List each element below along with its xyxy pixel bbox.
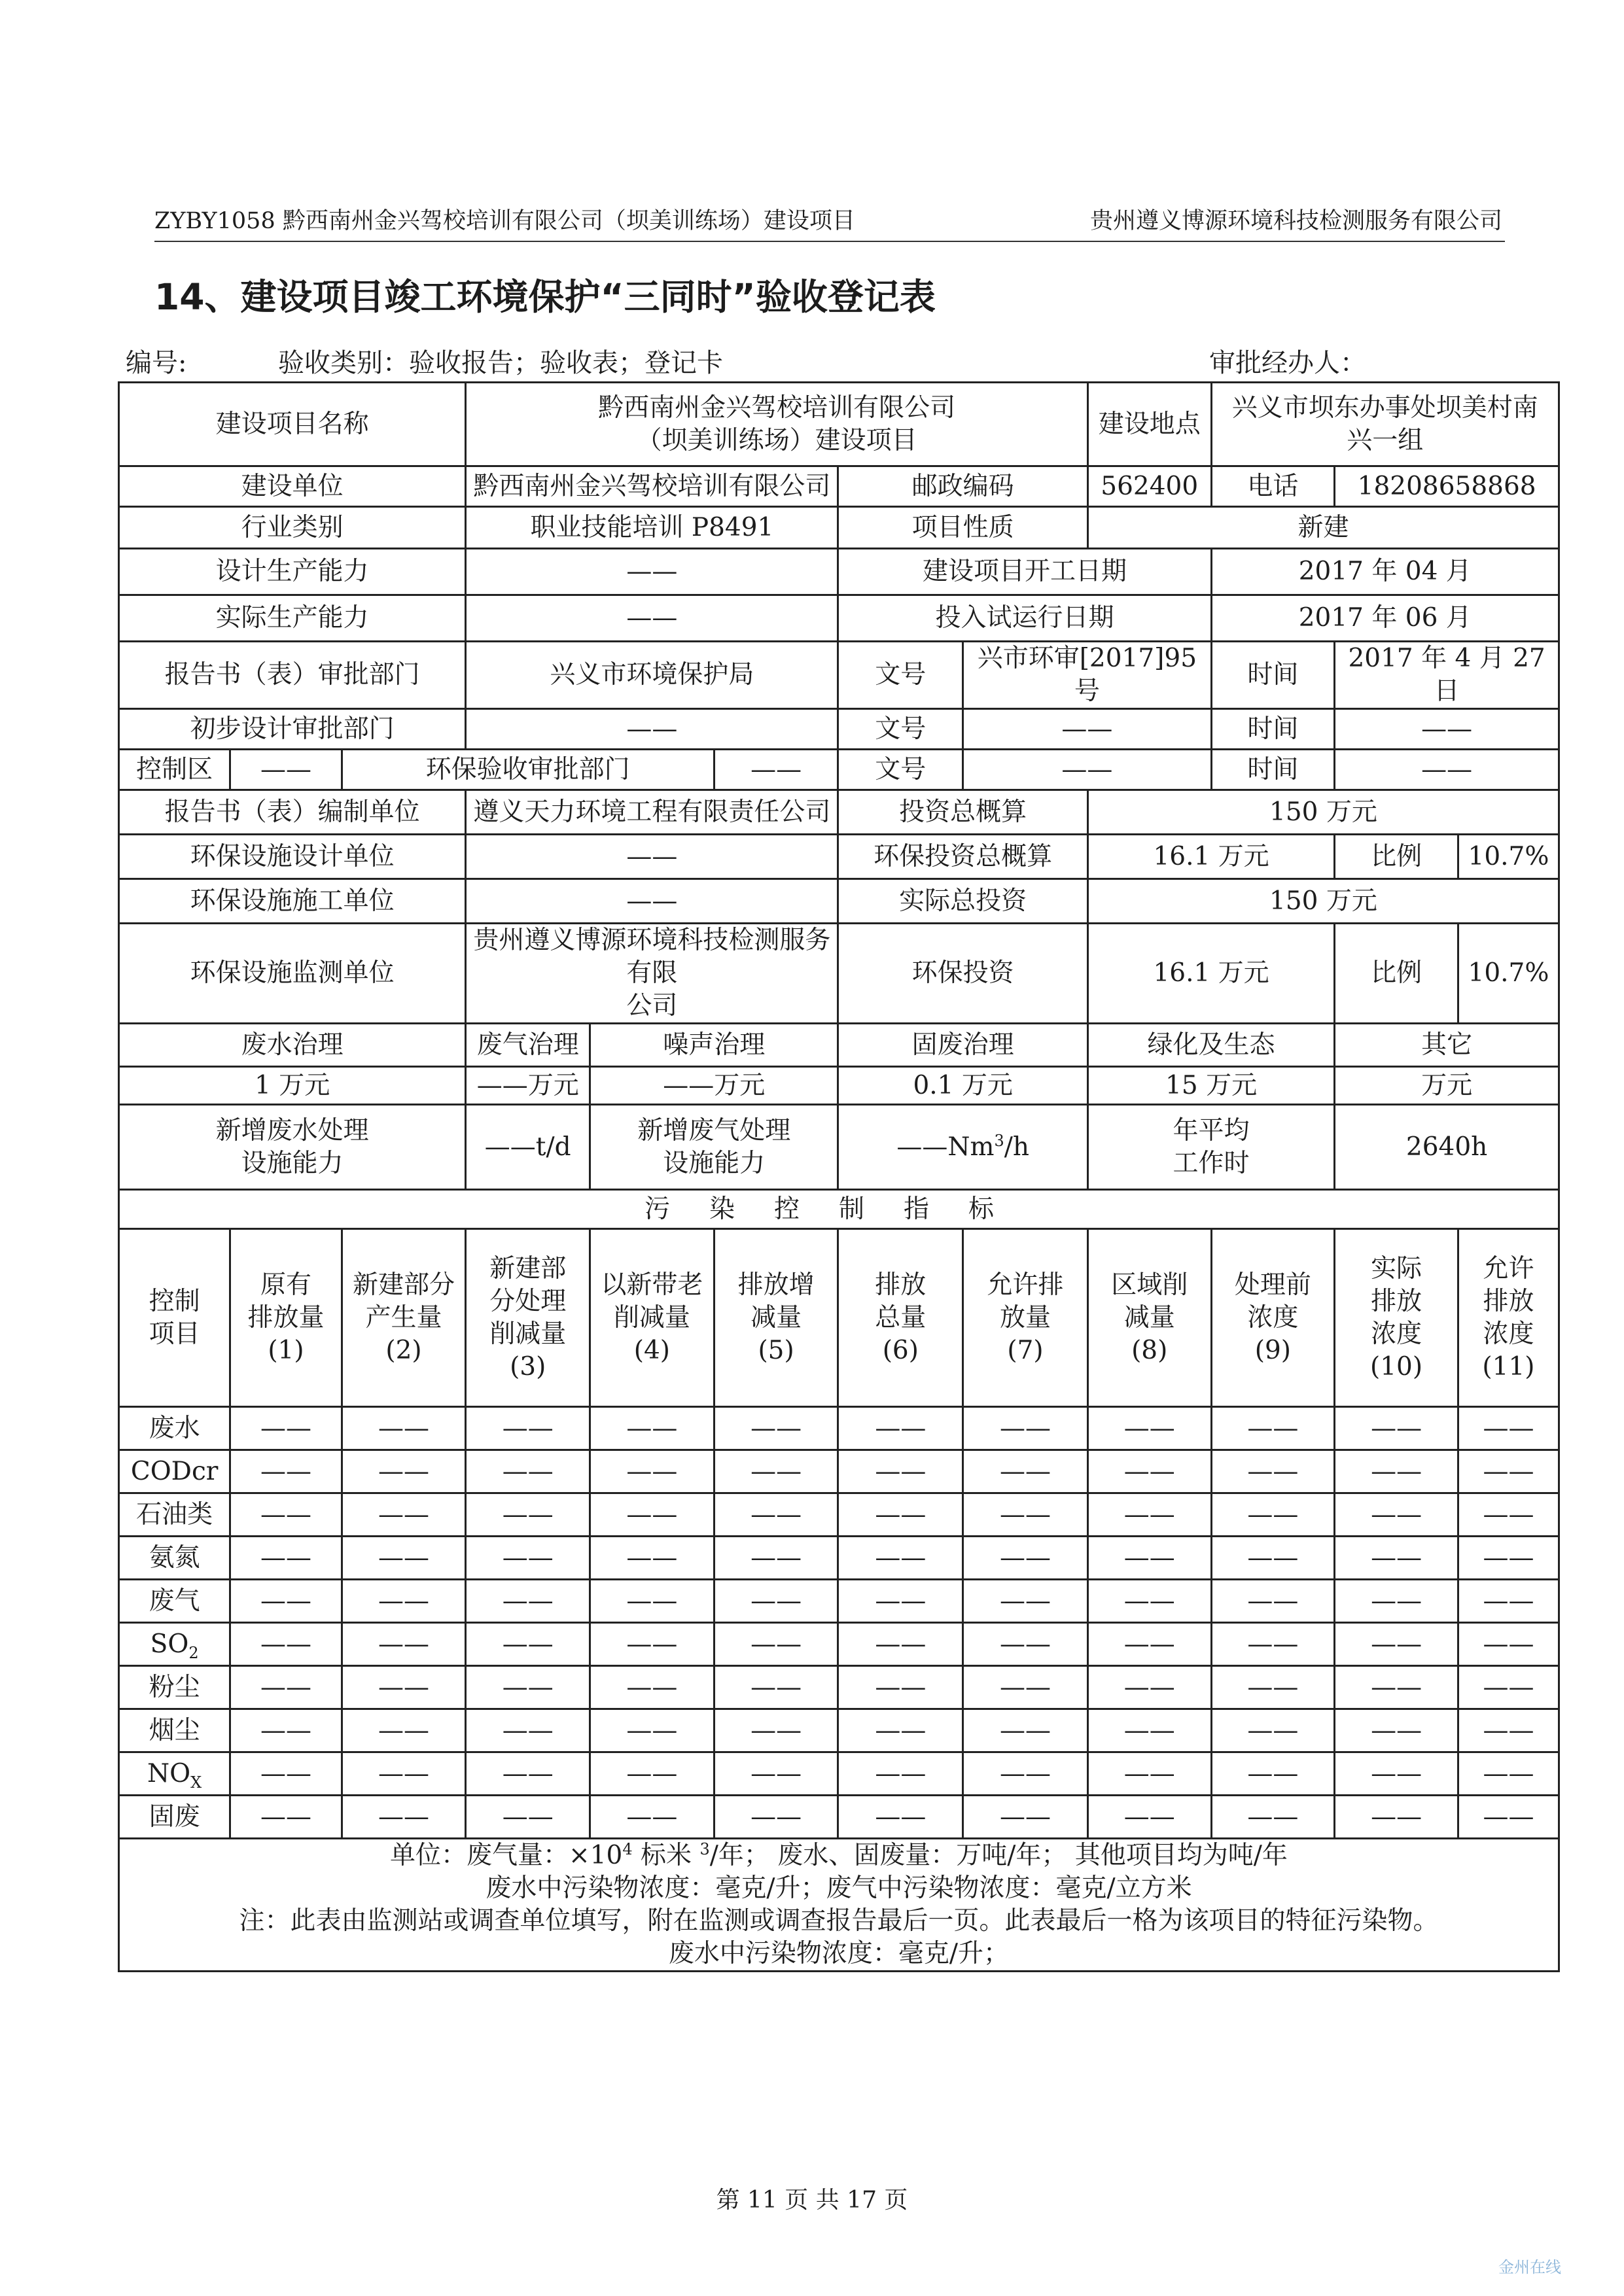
- pollution-col-header: 新建部 分处理 削减量 (3): [466, 1229, 590, 1407]
- investment-header: 其它: [1335, 1024, 1559, 1067]
- prelim-dept-value: ——: [466, 709, 838, 750]
- ratio-label: 比例: [1335, 835, 1458, 879]
- pollution-col-header: 以新带老 削减量 (4): [590, 1229, 715, 1407]
- design-capacity-value: ——: [466, 549, 838, 595]
- nature-value: 新建: [1087, 507, 1559, 549]
- nature-label: 项目性质: [838, 507, 1087, 549]
- trial-date-value: 2017 年 06 月: [1211, 595, 1559, 642]
- table-row: [119, 595, 1559, 642]
- acceptance-dept-label: 环保验收审批部门: [342, 750, 714, 790]
- doc-number-label: 文号: [838, 709, 963, 750]
- new-gas-capacity-value: ——Nm$^3$/h: [838, 1105, 1087, 1190]
- notes: [119, 1839, 1559, 1972]
- env-design-label: 环保设施设计单位: [119, 835, 466, 879]
- prelim-time-value: ——: [1335, 709, 1559, 750]
- pollutant-name: 石油类: [119, 1493, 230, 1537]
- pollutant-name: $NO_X$: [119, 1752, 230, 1796]
- start-date-label: 建设项目开工日期: [838, 549, 1211, 595]
- note-units: 单位：废气量：$\times 10^4$ 标米 $^3$/年； 废水、固废量：万吨/年； 其他项目均为吨/年: [390, 1840, 1288, 1870]
- time-label: 时间: [1211, 750, 1335, 790]
- pollutant-name: CODcr: [119, 1450, 230, 1493]
- table-row: [119, 835, 1559, 879]
- industry-value: 职业技能培训 P8491: [466, 507, 838, 549]
- work-hours-label: 年平均 工作时: [1087, 1105, 1334, 1190]
- compiler-label: 报告书（表）编制单位: [119, 790, 466, 835]
- total-budget-value: 150 万元: [1087, 790, 1559, 835]
- header-rule: [154, 241, 1505, 242]
- actual-capacity-label: 实际生产能力: [119, 595, 466, 642]
- pollution-row: $NO_X$ —— —— —— —— —— —— —— —— —— —— ——: [119, 1752, 1559, 1796]
- compiler-value: 遵义天力环境工程有限责任公司: [466, 790, 838, 835]
- pollution-col-header: 排放增 减量 (5): [714, 1229, 838, 1407]
- pollution-row: $SO_2$ —— —— —— —— —— —— —— —— —— —— ——: [119, 1623, 1559, 1666]
- investment-value: 1 万元: [119, 1067, 466, 1105]
- investment-value: ——万元: [466, 1067, 590, 1105]
- pollution-col-header: 区域削 减量 (8): [1087, 1229, 1211, 1407]
- note-wastewater: 废水中污染物浓度：毫克/升；: [668, 1939, 1010, 1968]
- pollution-row: 烟尘 —— —— —— —— —— —— —— —— —— —— ——: [119, 1709, 1559, 1752]
- control-zone-value: ——: [230, 750, 342, 790]
- actual-total-label: 实际总投资: [838, 879, 1087, 924]
- table-row: [119, 709, 1559, 750]
- investment-header: 固废治理: [838, 1024, 1087, 1067]
- time-label: 时间: [1211, 642, 1335, 709]
- actual-capacity-value: ——: [466, 595, 838, 642]
- investment-header: 噪声治理: [590, 1024, 838, 1067]
- env-budget-label: 环保投资总概算: [838, 835, 1087, 879]
- time-label: 时间: [1211, 709, 1335, 750]
- phone-value: 18208658868: [1335, 466, 1559, 507]
- pollution-row: 氨氮 —— —— —— —— —— —— —— —— —— —— ——: [119, 1537, 1559, 1580]
- investment-value: 万元: [1335, 1067, 1559, 1105]
- table-row: [119, 750, 1559, 790]
- investment-value: ——万元: [590, 1067, 838, 1105]
- acceptance-category: 验收类别：验收报告；验收表；登记卡: [278, 348, 723, 378]
- total-budget-label: 投资总概算: [838, 790, 1087, 835]
- env-build-value: ——: [466, 879, 838, 924]
- project-name-label: 建设项目名称: [119, 383, 466, 466]
- report-dept-value: 兴义市环境保护局: [466, 642, 838, 709]
- pollution-col-header: 允许排 放量 (7): [963, 1229, 1088, 1407]
- env-budget-ratio: 10.7%: [1458, 835, 1559, 879]
- new-wastewater-capacity-label: 新增废水处理 设施能力: [119, 1105, 466, 1190]
- pollutant-name: 氨氮: [119, 1537, 230, 1580]
- table-row: [119, 383, 1559, 466]
- pollution-col-header: 允许 排放 浓度 (11): [1458, 1229, 1559, 1407]
- pollution-col-header: 排放 总量 (6): [838, 1229, 963, 1407]
- design-capacity-label: 设计生产能力: [119, 549, 466, 595]
- investment-header: 废气治理: [466, 1024, 590, 1067]
- notes-row: [119, 1839, 1559, 1972]
- table-row: [119, 507, 1559, 549]
- postcode-label: 邮政编码: [838, 466, 1087, 507]
- pollution-row: 石油类 —— —— —— —— —— —— —— —— —— —— ——: [119, 1493, 1559, 1537]
- page-title: 14、建设项目竣工环境保护“三同时”验收登记表: [154, 276, 936, 318]
- new-gas-capacity-label: 新增废气处理 设施能力: [590, 1105, 838, 1190]
- time-value: 2017 年 4 月 27 日: [1335, 642, 1559, 709]
- table-row: [119, 1067, 1559, 1105]
- phone-label: 电话: [1211, 466, 1335, 507]
- table-row: [119, 879, 1559, 924]
- table-row: [119, 1190, 1559, 1229]
- pollution-col-header: 新建部分 产生量 (2): [342, 1229, 466, 1407]
- industry-label: 行业类别: [119, 507, 466, 549]
- unit-value: 黔西南州金兴驾校培训有限公司: [466, 466, 838, 507]
- note-concentration: 废水中污染物浓度：毫克/升；废气中污染物浓度：毫克/立方米: [485, 1873, 1192, 1903]
- pollution-col-header: 处理前 浓度 (9): [1211, 1229, 1335, 1407]
- note-instruction: 注：此表由监测站或调查单位填写，附在监测或调查报告最后一页。此表最后一格为该项目的特征污染物。: [239, 1906, 1439, 1936]
- control-zone-label: 控制区: [119, 750, 230, 790]
- pollution-row: 废气 —— —— —— —— —— —— —— —— —— —— ——: [119, 1580, 1559, 1623]
- registration-table: [118, 381, 1560, 1972]
- env-invest-ratio: 10.7%: [1458, 924, 1559, 1024]
- env-invest-label: 环保投资: [838, 924, 1087, 1024]
- pollutant-name: 粉尘: [119, 1666, 230, 1709]
- investment-header: 绿化及生态: [1087, 1024, 1334, 1067]
- location-value: 兴义市坝东办事处坝美村南 兴一组: [1211, 383, 1559, 466]
- unit-label: 建设单位: [119, 466, 466, 507]
- env-build-label: 环保设施施工单位: [119, 879, 466, 924]
- pollutant-name: 烟尘: [119, 1709, 230, 1752]
- investment-value: 15 万元: [1087, 1067, 1334, 1105]
- investment-value: 0.1 万元: [838, 1067, 1087, 1105]
- doc-number-label: 文号: [838, 642, 963, 709]
- ratio-label: 比例: [1335, 924, 1458, 1024]
- table-row: [119, 1024, 1559, 1067]
- prelim-dept-label: 初步设计审批部门: [119, 709, 466, 750]
- trial-date-label: 投入试运行日期: [838, 595, 1211, 642]
- table-row: [119, 642, 1559, 709]
- doc-number-label: 文号: [838, 750, 963, 790]
- acceptance-time-value: ——: [1335, 750, 1559, 790]
- approver-label: 审批经办人：: [1209, 348, 1366, 378]
- table-row: [119, 549, 1559, 595]
- work-hours-value: 2640h: [1335, 1105, 1559, 1190]
- pollution-section-title: 污染控制指标: [119, 1190, 1559, 1229]
- acceptance-dept-value: ——: [714, 750, 838, 790]
- pollution-row: CODcr —— —— —— —— —— —— —— —— —— —— ——: [119, 1450, 1559, 1493]
- new-wastewater-capacity-value: ——t/d: [466, 1105, 590, 1190]
- report-dept-label: 报告书（表）审批部门: [119, 642, 466, 709]
- doc-number-value: 兴市环审[2017]95 号: [963, 642, 1211, 709]
- env-invest-value: 16.1 万元: [1087, 924, 1334, 1024]
- watermark: 金州在线: [1498, 2258, 1561, 2276]
- env-design-value: ——: [466, 835, 838, 879]
- location-label: 建设地点: [1087, 383, 1211, 466]
- running-header-company: 贵州遵义博源环境科技检测服务有限公司: [1089, 208, 1502, 234]
- number-label: 编号:: [126, 348, 187, 378]
- page-number: 第 11 页 共 17 页: [716, 2187, 908, 2214]
- project-name-value: 黔西南州金兴驾校培训有限公司 （坝美训练场）建设项目: [466, 383, 1088, 466]
- table-row: [119, 790, 1559, 835]
- prelim-doc-value: ——: [963, 709, 1211, 750]
- pollutant-name: 固废: [119, 1796, 230, 1839]
- postcode-value: 562400: [1087, 466, 1211, 507]
- table-row: [119, 924, 1559, 1024]
- actual-total-value: 150 万元: [1087, 879, 1559, 924]
- pollution-col-header: 控制 项目: [119, 1229, 230, 1407]
- investment-header: 废水治理: [119, 1024, 466, 1067]
- pollution-row: 固废 —— —— —— —— —— —— —— —— —— —— ——: [119, 1796, 1559, 1839]
- pollutant-name: 废气: [119, 1580, 230, 1623]
- pollution-col-header: 实际 排放 浓度 (10): [1335, 1229, 1458, 1407]
- monitor-label: 环保设施监测单位: [119, 924, 466, 1024]
- pollutant-name: $SO_2$: [119, 1623, 230, 1666]
- table-row: [119, 1105, 1559, 1190]
- pollution-col-header: 原有 排放量 (1): [230, 1229, 342, 1407]
- pollution-header-row: [119, 1229, 1559, 1407]
- pollutant-name: 废水: [119, 1407, 230, 1450]
- pollution-row: 粉尘 —— —— —— —— —— —— —— —— —— —— ——: [119, 1666, 1559, 1709]
- table-row: [119, 466, 1559, 507]
- env-budget-value: 16.1 万元: [1087, 835, 1334, 879]
- running-header-project: ZYBY1058 黔西南州金兴驾校培训有限公司（坝美训练场）建设项目: [154, 208, 855, 234]
- acceptance-doc-value: ——: [963, 750, 1211, 790]
- monitor-value: 贵州遵义博源环境科技检测服务有限 公司: [466, 924, 838, 1024]
- pollution-row: 废水 —— —— —— —— —— —— —— —— —— —— ——: [119, 1407, 1559, 1450]
- start-date-value: 2017 年 04 月: [1211, 549, 1559, 595]
